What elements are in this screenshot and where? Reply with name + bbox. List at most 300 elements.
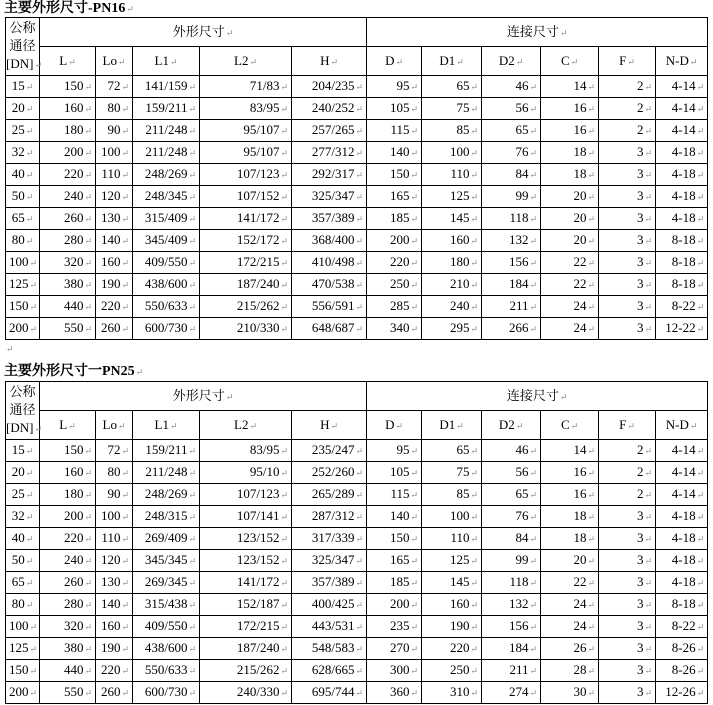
- paragraph-mark-icon: ↵: [34, 424, 42, 434]
- cell-value: 160: [63, 100, 84, 115]
- paragraph-mark-icon: ↵: [84, 556, 92, 566]
- cell-dn: [6, 682, 40, 704]
- cell-value: 2: [637, 78, 644, 93]
- cell-f: [599, 660, 656, 682]
- cell-h: [292, 120, 367, 142]
- cell-value: 160: [450, 232, 470, 247]
- cell-value: 4-14: [671, 486, 696, 501]
- cell-lo: [96, 682, 133, 704]
- cell-h: [292, 528, 367, 550]
- cell-h: [292, 164, 367, 186]
- cell-d2: [482, 572, 541, 594]
- paragraph-mark-icon: ↵: [587, 688, 596, 698]
- table-row: [6, 230, 708, 252]
- paragraph-mark-icon: ↵: [559, 27, 568, 38]
- header-group-outline: 外形尺寸↵: [40, 382, 367, 411]
- cell-lo: [96, 142, 133, 164]
- paragraph-mark-icon: ↵: [280, 512, 288, 522]
- cell-value: 56: [515, 464, 529, 479]
- paragraph-mark-icon: ↵: [470, 170, 479, 180]
- header-col-D2: D2↵: [482, 411, 541, 440]
- cell-f: [599, 484, 656, 506]
- paragraph-mark-icon: ↵: [470, 236, 479, 246]
- cell-value: 3: [637, 552, 644, 567]
- header-row-columns: [6, 411, 708, 440]
- cell-value: 285: [390, 298, 410, 313]
- paragraph-mark-icon: ↵: [29, 280, 38, 290]
- cell-lo: [96, 208, 133, 230]
- cell-n-d: [656, 120, 708, 142]
- paragraph-mark-icon: ↵: [470, 104, 479, 114]
- cell-value: 20: [11, 100, 25, 115]
- paragraph-mark-icon: ↵: [587, 468, 596, 478]
- cell-d: [367, 318, 422, 340]
- cell-value: 110: [450, 530, 470, 545]
- paragraph-mark-icon: ↵: [470, 666, 479, 676]
- paragraph-mark-icon: ↵: [355, 324, 364, 334]
- paragraph-mark-icon: ↵: [696, 534, 705, 544]
- cell-value: 123/152: [236, 530, 280, 545]
- paragraph-mark-icon: ↵: [410, 600, 419, 610]
- cell-value: 4-18: [671, 574, 696, 589]
- cell-value: 132: [509, 596, 529, 611]
- cell-value: 240/252: [311, 100, 355, 115]
- header-col-Lo: Lo↵: [96, 411, 133, 440]
- cell-l2: [200, 76, 292, 98]
- cell-h: [292, 594, 367, 616]
- header-col-C: C↵: [541, 411, 599, 440]
- paragraph-mark-icon: ↵: [188, 556, 196, 566]
- cell-d1: [422, 638, 482, 660]
- cell-value: 172/215: [236, 254, 280, 269]
- cell-c: [541, 318, 599, 340]
- paragraph-mark-icon: ↵: [29, 622, 38, 632]
- cell-value: 16: [573, 122, 587, 137]
- cell-l2: [200, 186, 292, 208]
- paragraph-mark-icon: ↵: [470, 192, 479, 202]
- cell-value: 30: [573, 684, 587, 699]
- cell-value: 292/317: [311, 166, 355, 181]
- paragraph-mark-icon: ↵: [280, 644, 288, 654]
- cell-l2: [200, 164, 292, 186]
- cell-lo: [96, 186, 133, 208]
- cell-value: 110: [101, 166, 121, 181]
- header-group-connect: 连接尺寸↵: [367, 18, 708, 47]
- cell-value: 184: [509, 640, 529, 655]
- cell-value: 22: [573, 254, 587, 269]
- paragraph-mark-icon: ↵: [529, 214, 538, 224]
- cell-value: 550/633: [144, 662, 188, 677]
- paragraph-mark-icon: ↵: [587, 302, 596, 312]
- cell-d2: [482, 120, 541, 142]
- paragraph-mark-icon: ↵: [121, 622, 129, 632]
- cell-value: 156: [509, 254, 529, 269]
- cell-n-d: [656, 76, 708, 98]
- header-dn-line-2: 通径: [9, 402, 36, 417]
- cell-value: 300: [390, 662, 410, 677]
- cell-l1: [133, 682, 200, 704]
- paragraph-mark-icon: ↵: [410, 170, 419, 180]
- paragraph-mark-icon: ↵: [644, 666, 653, 676]
- cell-d1: [422, 572, 482, 594]
- header-col-N-D: N-D↵: [656, 411, 708, 440]
- paragraph-mark-icon: ↵: [696, 214, 705, 224]
- paragraph-mark-icon: ↵: [121, 236, 129, 246]
- cell-n-d: [656, 142, 708, 164]
- cell-d: [367, 186, 422, 208]
- paragraph-mark-icon: ↵: [121, 578, 129, 588]
- cell-n-d: [656, 208, 708, 230]
- dimension-table-pn25: [5, 381, 708, 704]
- cell-h: [292, 484, 367, 506]
- cell-d: [367, 594, 422, 616]
- paragraph-mark-icon: ↵: [280, 126, 288, 136]
- cell-value: 20: [573, 232, 587, 247]
- cell-value: 220: [63, 530, 84, 545]
- paragraph-mark-icon: ↵: [188, 148, 196, 158]
- paragraph-mark-icon: ↵: [280, 622, 288, 632]
- paragraph-mark-icon: ↵: [355, 688, 364, 698]
- cell-value: 110: [101, 530, 121, 545]
- paragraph-mark-icon: ↵: [225, 27, 234, 38]
- cell-value: 180: [450, 254, 470, 269]
- cell-value: 107/123: [236, 166, 280, 181]
- cell-l: [40, 616, 96, 638]
- paragraph-mark-icon: ↵: [470, 302, 479, 312]
- cell-c: [541, 252, 599, 274]
- cell-value: 265/289: [311, 486, 355, 501]
- cell-lo: [96, 164, 133, 186]
- cell-f: [599, 252, 656, 274]
- cell-value: 3: [637, 210, 644, 225]
- cell-d: [367, 274, 422, 296]
- cell-value: 287/312: [311, 508, 355, 523]
- cell-value: 3: [637, 298, 644, 313]
- cell-dn: [6, 296, 40, 318]
- cell-value: 470/538: [311, 276, 355, 291]
- cell-value: 3: [637, 276, 644, 291]
- header-col-D1: D1↵: [422, 47, 482, 76]
- paragraph-mark-icon: ↵: [355, 280, 364, 290]
- cell-d1: [422, 528, 482, 550]
- paragraph-mark-icon: ↵: [470, 214, 479, 224]
- cell-value: 357/389: [311, 574, 355, 589]
- header-dn-line-1: 公称: [9, 20, 36, 35]
- cell-l2: [200, 528, 292, 550]
- cell-value: 180: [63, 122, 84, 137]
- paragraph-mark-icon: ↵: [529, 280, 538, 290]
- cell-l: [40, 76, 96, 98]
- cell-l: [40, 594, 96, 616]
- cell-l: [40, 120, 96, 142]
- paragraph-mark-icon: ↵: [410, 534, 419, 544]
- cell-value: 115: [390, 486, 410, 501]
- paragraph-mark-icon: ↵: [587, 644, 596, 654]
- cell-value: 235: [390, 618, 410, 633]
- paragraph-mark-icon: ↵: [470, 82, 479, 92]
- cell-l: [40, 484, 96, 506]
- paragraph-mark-icon: ↵: [410, 512, 419, 522]
- cell-value: 200: [390, 232, 410, 247]
- paragraph-mark-icon: ↵: [696, 324, 705, 334]
- paragraph-mark-icon: ↵: [644, 148, 653, 158]
- cell-d2: [482, 506, 541, 528]
- cell-dn: [6, 550, 40, 572]
- cell-value: 65: [515, 122, 529, 137]
- cell-value: 248/345: [144, 188, 188, 203]
- cell-c: [541, 76, 599, 98]
- cell-lo: [96, 594, 133, 616]
- cell-c: [541, 528, 599, 550]
- cell-f: [599, 506, 656, 528]
- cell-lo: [96, 76, 133, 98]
- cell-dn: [6, 462, 40, 484]
- paragraph-mark-icon: ↵: [280, 148, 288, 158]
- cell-value: 260: [63, 574, 84, 589]
- title-pn25: [4, 364, 143, 380]
- cell-l2: [200, 682, 292, 704]
- cell-d1: [422, 484, 482, 506]
- cell-c: [541, 98, 599, 120]
- cell-value: 295: [450, 320, 470, 335]
- paragraph-mark-icon: ↵: [84, 104, 92, 114]
- cell-value: 40: [11, 166, 25, 181]
- cell-value: 95: [396, 78, 410, 93]
- cell-value: 200: [9, 684, 29, 699]
- cell-value: 269/409: [144, 530, 188, 545]
- cell-value: 317/339: [311, 530, 355, 545]
- paragraph-mark-icon: ↵: [410, 556, 419, 566]
- cell-d1: [422, 550, 482, 572]
- cell-l1: [133, 318, 200, 340]
- cell-d: [367, 208, 422, 230]
- cell-value: 150: [9, 662, 29, 677]
- cell-l1: [133, 120, 200, 142]
- cell-h: [292, 142, 367, 164]
- cell-value: 125: [9, 276, 29, 291]
- cell-c: [541, 550, 599, 572]
- cell-l1: [133, 208, 200, 230]
- cell-value: 25: [11, 122, 25, 137]
- cell-d: [367, 506, 422, 528]
- cell-value: 248/269: [144, 166, 188, 181]
- cell-n-d: [656, 484, 708, 506]
- paragraph-mark-icon: ↵: [121, 688, 129, 698]
- cell-c: [541, 440, 599, 462]
- paragraph-mark-icon: ↵: [188, 622, 196, 632]
- cell-value: 99: [515, 188, 529, 203]
- paragraph-mark-icon: ↵: [188, 258, 196, 268]
- paragraph-mark-icon: ↵: [280, 82, 288, 92]
- paragraph-mark-icon: ↵: [696, 644, 705, 654]
- cell-h: [292, 208, 367, 230]
- paragraph-mark-icon: ↵: [470, 324, 479, 334]
- paragraph-mark-icon: ↵: [84, 236, 92, 246]
- cell-value: 548/583: [311, 640, 355, 655]
- cell-h: [292, 318, 367, 340]
- cell-dn: [6, 594, 40, 616]
- cell-value: 410/498: [311, 254, 355, 269]
- cell-l2: [200, 660, 292, 682]
- cell-value: 215/262: [236, 298, 280, 313]
- cell-value: 277/312: [311, 144, 355, 159]
- header-row-groups: [6, 382, 708, 411]
- cell-n-d: [656, 506, 708, 528]
- cell-value: 4-18: [671, 530, 696, 545]
- paragraph-mark-icon: ↵: [280, 104, 288, 114]
- paragraph-mark-icon: ↵: [470, 280, 479, 290]
- table-row: [6, 638, 708, 660]
- paragraph-mark-icon: ↵: [587, 324, 596, 334]
- cell-value: 345/345: [144, 552, 188, 567]
- paragraph-mark-icon: ↵: [696, 556, 705, 566]
- cell-value: 20: [573, 188, 587, 203]
- cell-value: 600/730: [144, 684, 188, 699]
- paragraph-mark-icon: ↵: [644, 578, 653, 588]
- cell-c: [541, 120, 599, 142]
- empty-paragraph-mark-icon: ↵: [6, 344, 14, 354]
- table-row: [6, 296, 708, 318]
- paragraph-mark-icon: ↵: [529, 534, 538, 544]
- header-col-L: L↵: [40, 411, 96, 440]
- paragraph-mark-icon: ↵: [355, 104, 364, 114]
- paragraph-mark-icon: ↵: [121, 490, 129, 500]
- paragraph-mark-icon: ↵: [529, 236, 538, 246]
- cell-c: [541, 506, 599, 528]
- cell-l: [40, 252, 96, 274]
- paragraph-mark-icon: ↵: [25, 148, 34, 158]
- paragraph-mark-icon: ↵: [529, 104, 538, 114]
- cell-h: [292, 440, 367, 462]
- cell-value: 600/730: [144, 320, 188, 335]
- cell-value: 26: [573, 640, 587, 655]
- cell-value: 12-26: [665, 684, 696, 699]
- paragraph-mark-icon: ↵: [470, 600, 479, 610]
- cell-value: 409/550: [144, 254, 188, 269]
- paragraph-mark-icon: ↵: [587, 82, 596, 92]
- paragraph-mark-icon: ↵: [470, 556, 479, 566]
- cell-h: [292, 682, 367, 704]
- paragraph-mark-icon: ↵: [121, 148, 129, 158]
- paragraph-mark-icon: ↵: [355, 622, 364, 632]
- cell-d: [367, 296, 422, 318]
- paragraph-mark-icon: ↵: [587, 170, 596, 180]
- cell-d2: [482, 318, 541, 340]
- cell-c: [541, 616, 599, 638]
- cell-n-d: [656, 230, 708, 252]
- cell-n-d: [656, 462, 708, 484]
- cell-value: 4-18: [671, 508, 696, 523]
- cell-dn: [6, 572, 40, 594]
- header-row-columns: [6, 47, 708, 76]
- cell-value: 46: [515, 442, 529, 457]
- header-group-outline: 外形尺寸↵: [40, 18, 367, 47]
- paragraph-mark-icon: ↵: [280, 258, 288, 268]
- cell-value: 4-18: [671, 210, 696, 225]
- cell-value: 270: [390, 640, 410, 655]
- paragraph-mark-icon: ↵: [529, 82, 538, 92]
- cell-value: 107/152: [236, 188, 280, 203]
- cell-c: [541, 594, 599, 616]
- cell-value: 310: [450, 684, 470, 699]
- cell-value: 22: [573, 276, 587, 291]
- paragraph-mark-icon: ↵: [25, 468, 34, 478]
- cell-value: 257/265: [311, 122, 355, 137]
- cell-value: 125: [450, 552, 470, 567]
- cell-value: 76: [515, 144, 529, 159]
- paragraph-mark-icon: ↵: [470, 578, 479, 588]
- cell-lo: [96, 506, 133, 528]
- paragraph-mark-icon: ↵: [644, 258, 653, 268]
- cell-value: 165: [390, 552, 410, 567]
- cell-value: 190: [100, 640, 121, 655]
- paragraph-mark-icon: ↵: [188, 534, 196, 544]
- cell-value: 150: [390, 530, 410, 545]
- paragraph-mark-icon: ↵: [644, 490, 653, 500]
- paragraph-mark-icon: ↵: [25, 82, 34, 92]
- table-row: [6, 616, 708, 638]
- paragraph-mark-icon: ↵: [121, 468, 129, 478]
- paragraph-mark-icon: ↵: [280, 600, 288, 610]
- cell-l1: [133, 274, 200, 296]
- cell-lo: [96, 318, 133, 340]
- cell-value: 3: [637, 530, 644, 545]
- paragraph-mark-icon: ↵: [410, 280, 419, 290]
- paragraph-mark-icon: ↵: [644, 324, 653, 334]
- cell-f: [599, 682, 656, 704]
- paragraph-mark-icon: ↵: [644, 446, 653, 456]
- cell-d: [367, 660, 422, 682]
- paragraph-mark-icon: ↵: [410, 644, 419, 654]
- cell-value: 240/330: [236, 684, 280, 699]
- paragraph-mark-icon: ↵: [188, 82, 196, 92]
- cell-c: [541, 660, 599, 682]
- cell-value: 440: [63, 298, 84, 313]
- cell-value: 235/247: [311, 442, 355, 457]
- title-pn16-text: 主要外形尺寸-PN16: [4, 1, 126, 16]
- cell-value: 16: [573, 486, 587, 501]
- cell-l1: [133, 252, 200, 274]
- cell-value: 65: [515, 486, 529, 501]
- cell-h: [292, 572, 367, 594]
- paragraph-mark-icon: ↵: [644, 688, 653, 698]
- cell-d2: [482, 230, 541, 252]
- cell-value: 100: [100, 508, 121, 523]
- cell-value: 84: [515, 166, 529, 181]
- table-row: [6, 120, 708, 142]
- paragraph-mark-icon: ↵: [410, 104, 419, 114]
- cell-l1: [133, 572, 200, 594]
- paragraph-mark-icon: ↵: [696, 236, 705, 246]
- paragraph-mark-icon: ↵: [84, 622, 92, 632]
- paragraph-mark-icon: ↵: [84, 468, 92, 478]
- paragraph-mark-icon: ↵: [188, 302, 196, 312]
- cell-value: 85: [456, 486, 470, 501]
- paragraph-mark-icon: ↵: [121, 192, 129, 202]
- cell-f: [599, 186, 656, 208]
- paragraph-mark-icon: ↵: [280, 324, 288, 334]
- paragraph-mark-icon: ↵: [529, 258, 538, 268]
- cell-l: [40, 440, 96, 462]
- cell-d2: [482, 186, 541, 208]
- cell-value: 200: [63, 508, 84, 523]
- cell-value: 159/211: [145, 442, 188, 457]
- paragraph-mark-icon: ↵: [355, 82, 364, 92]
- cell-l1: [133, 98, 200, 120]
- cell-l1: [133, 660, 200, 682]
- cell-value: 95/10: [249, 464, 280, 479]
- paragraph-mark-icon: ↵: [280, 170, 288, 180]
